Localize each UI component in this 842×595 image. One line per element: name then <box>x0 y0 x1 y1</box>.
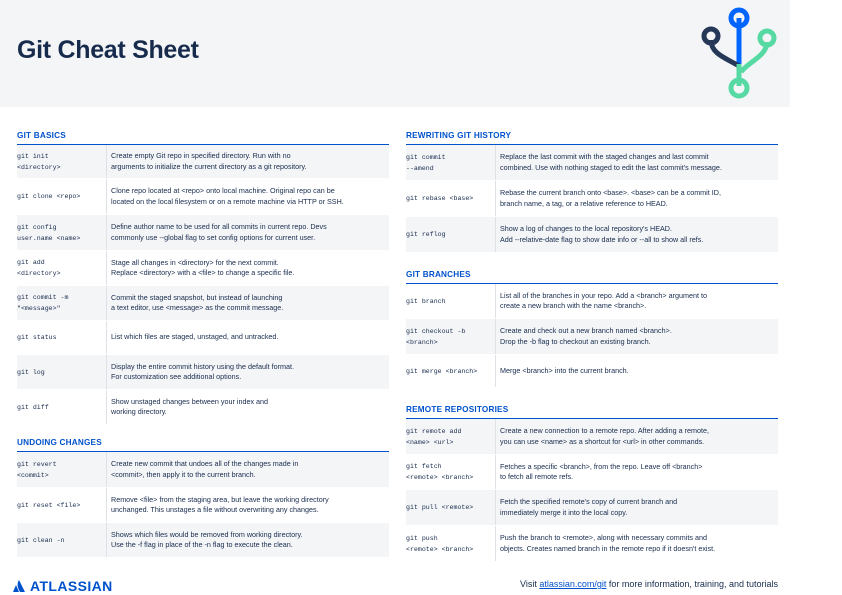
command: git clone <repo> <box>17 193 81 200</box>
command: git branch <box>406 297 446 305</box>
section-title-undoing-changes: UNDOING CHANGES <box>17 436 389 452</box>
description: Merge <branch> into the current branch. <box>495 355 778 387</box>
table-row <box>17 251 389 286</box>
description: Shows which files would be removed from working directory. Use the -f flag in place of the -n flag to execute the clean. <box>106 523 389 557</box>
command: git commit -m "<message>" <box>17 294 69 312</box>
description: Push the branch to <remote>, along with necessary commits and objects. Creates named branch in the remote repo if it doesn't exist. <box>495 526 778 561</box>
description: Show a log of changes to the local repository's HEAD. Add --relative-date flag to show date info or --all to show all refs. <box>495 217 778 252</box>
remote-repositories-table <box>406 419 778 562</box>
description: Create a new connection to a remote repo. After adding a remote, you can use <name> as a shortcut for <url> in other commands. <box>495 419 778 454</box>
description: Show unstaged changes between your index and working directory. <box>106 390 389 424</box>
table-row <box>17 179 389 215</box>
description: Stage all changes in <directory> for the next commit. Replace <directory> with a <file> to change a specific file. <box>106 251 389 285</box>
table-row <box>17 321 389 355</box>
table-row <box>17 215 389 251</box>
section-title-git-branches: GIT BRANCHES <box>406 268 778 284</box>
rewriting-history-table <box>406 145 778 253</box>
command: git diff <box>17 403 49 411</box>
command: git reset <file> <box>17 501 81 509</box>
table-row <box>17 452 389 488</box>
left-column <box>17 129 389 558</box>
description: List which files are staged, unstaged, and untracked. <box>106 321 389 354</box>
page-title: Git Cheat Sheet <box>17 36 199 64</box>
command: git config user.name <name> <box>17 223 81 242</box>
table-row <box>406 217 778 253</box>
table-row <box>17 355 389 390</box>
description: List all of the branches in your repo. Add a <branch> argument to create a new branch with the name <branch>. <box>495 284 778 318</box>
visit-suffix: for more information, training, and tutorials <box>606 579 778 589</box>
section-title-git-basics: GIT BASICS <box>17 129 389 145</box>
table-row <box>406 181 778 217</box>
table-row <box>406 419 778 455</box>
header-banner <box>0 0 790 107</box>
undoing-changes-table <box>17 452 389 558</box>
description: Remove <file> from the staging area, but leave the working directory unchanged. This unstages a file without overwriting any changes. <box>106 488 389 522</box>
git-basics-table <box>17 145 389 425</box>
command: git commit --amend <box>406 153 446 172</box>
atlassian-logo <box>12 578 113 594</box>
description: Define author name to be used for all commits in current repo. Devs commonly use --global flag to set config options for current user. <box>106 215 389 250</box>
description: Fetch the specified remote's copy of current branch and immediately merge it into the local copy. <box>495 490 778 525</box>
description: Create new commit that undoes all of the changes made in <commit>, then apply it to the current branch. <box>106 452 389 487</box>
description: Clone repo located at <repo> onto local machine. Original repo can be located on the local filesystem or on a remote machine via HTTP or SSH. <box>106 179 389 214</box>
table-row <box>17 390 389 425</box>
description: Create empty Git repo in specified directory. Run with no arguments to initialize the current directory as a git repository. <box>106 145 389 178</box>
command: git fetch <remote> <branch> <box>406 463 474 481</box>
table-row <box>406 284 778 319</box>
atlassian-triangle-icon <box>12 579 26 593</box>
table-row <box>17 286 389 321</box>
table-row <box>17 523 389 558</box>
table-row <box>406 526 778 562</box>
table-row <box>406 455 778 490</box>
git-branches-table <box>406 284 778 388</box>
description: Replace the last commit with the staged changes and last commit combined. Use with nothing staged to edit the last commit's message. <box>495 145 778 180</box>
command: git merge <branch> <box>406 367 478 375</box>
command: git log <box>17 368 45 376</box>
command: git push <remote> <branch> <box>406 534 474 553</box>
table-row <box>17 488 389 523</box>
command: git checkout -b <branch> <box>406 327 466 346</box>
description: Rebase the current branch onto <base>. <base> can be a commit ID, branch name, a tag, or a relative reference to HEAD. <box>495 181 778 216</box>
footer-visit-text <box>520 579 778 589</box>
atlassian-git-link[interactable]: atlassian.com/git <box>539 579 607 589</box>
command: git init <directory> <box>17 152 61 171</box>
git-branch-logo-icon <box>698 6 782 100</box>
description: Create and check out a new branch named <branch>. Drop the -b flag to checkout an existing branch. <box>495 319 778 354</box>
table-row <box>406 355 778 388</box>
command: git revert <commit> <box>17 460 57 479</box>
command: git clean -n <box>17 536 65 544</box>
command: git rebase <base> <box>406 195 474 202</box>
command: git reflog <box>406 231 446 238</box>
atlassian-wordmark: ATLASSIAN <box>30 578 113 594</box>
command: git pull <remote> <box>406 504 474 511</box>
command: git add <directory> <box>17 259 61 277</box>
table-row <box>406 145 778 181</box>
description: Display the entire commit history using the default format. For customization see additional options. <box>106 355 389 389</box>
right-column <box>406 129 778 562</box>
command: git status <box>17 334 57 341</box>
table-row <box>406 490 778 526</box>
command: git remote add <name> <url> <box>406 427 462 446</box>
description: Fetches a specific <branch>, from the repo. Leave off <branch> to fetch all remote refs. <box>495 455 778 489</box>
section-title-remote-repositories: REMOTE REPOSITORIES <box>406 403 778 419</box>
visit-prefix: Visit <box>520 579 540 589</box>
description: Commit the staged snapshot, but instead of launching a text editor, use <message> as the commit message. <box>106 286 389 320</box>
section-title-rewriting-history: REWRITING GIT HISTORY <box>406 129 778 145</box>
table-row <box>17 145 389 179</box>
table-row <box>406 319 778 355</box>
